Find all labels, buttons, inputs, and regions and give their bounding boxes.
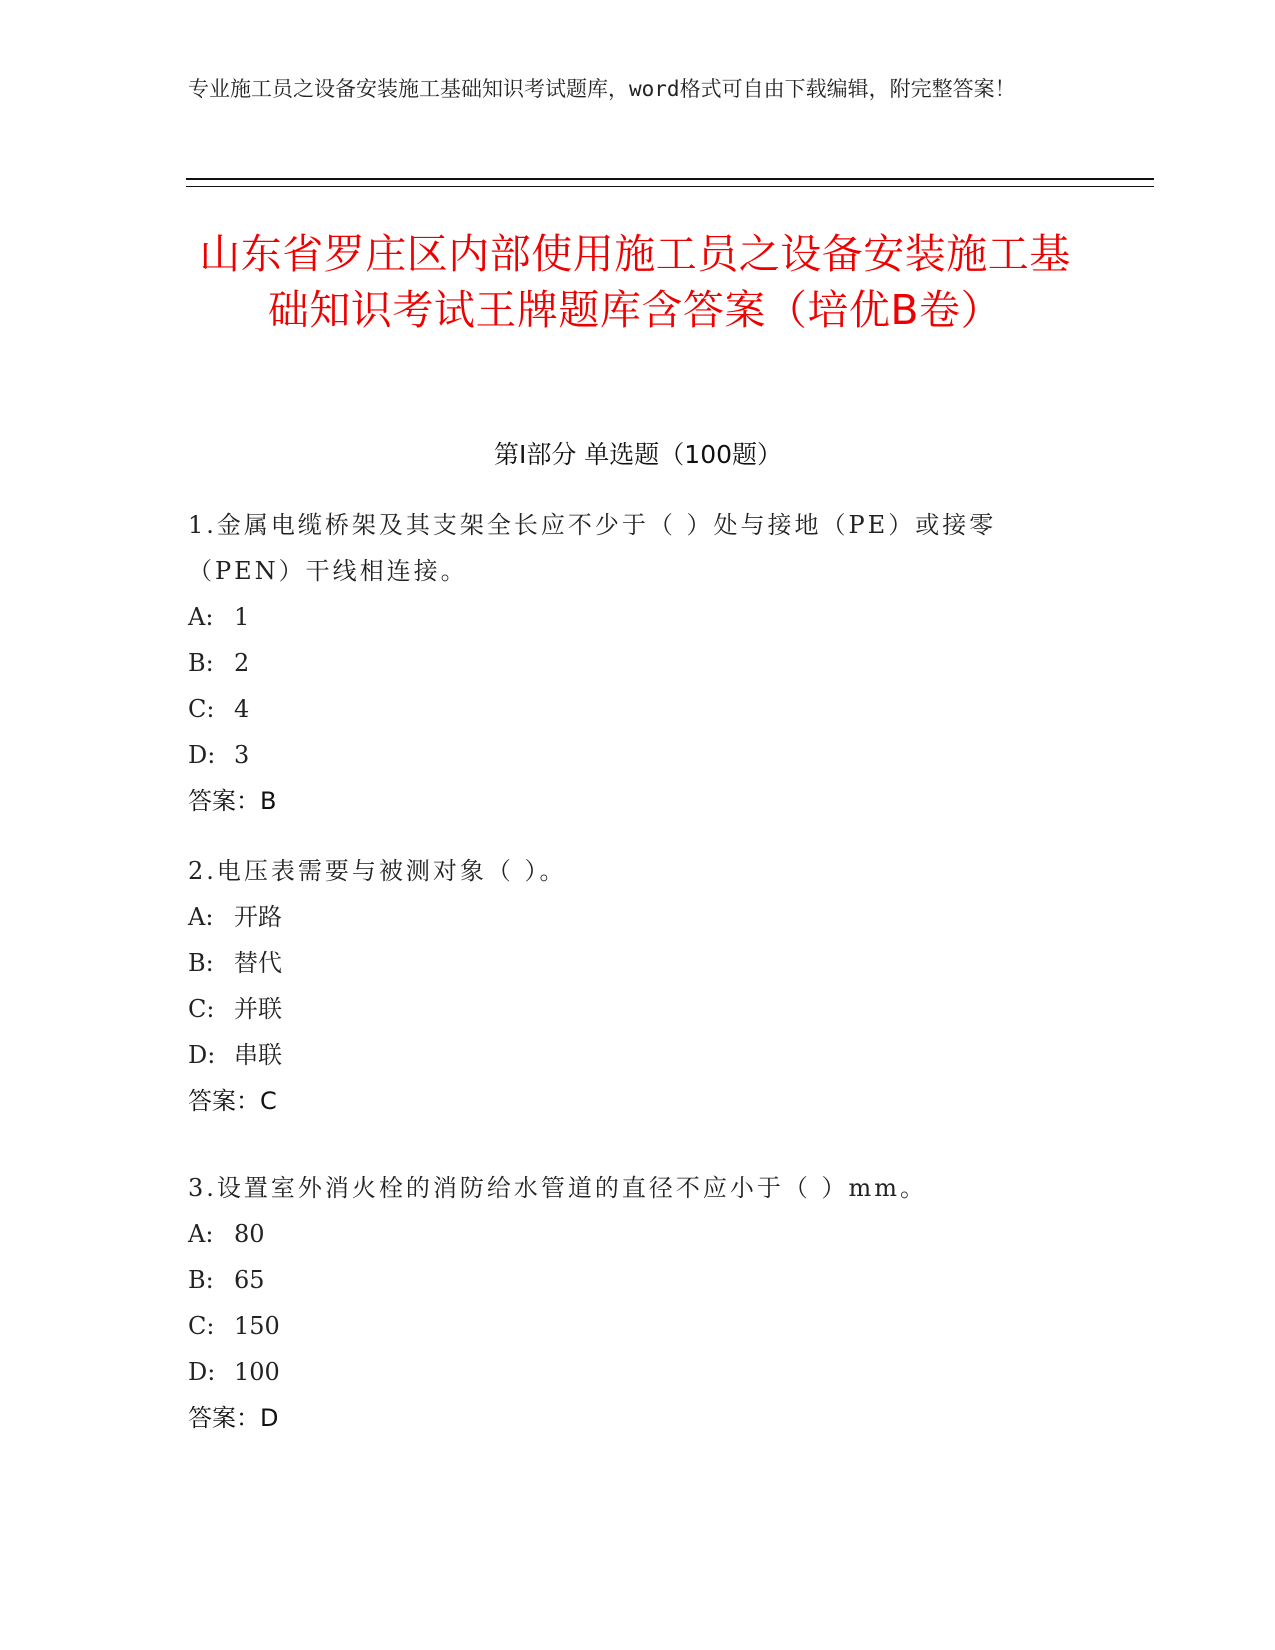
option-key: B:: [188, 1266, 214, 1294]
answer-line: 答案：D: [188, 1404, 279, 1432]
question-stem: 2.电压表需要与被测对象（ ）。: [188, 857, 567, 885]
option-a: [188, 594, 1088, 640]
option-text: 100: [234, 1358, 280, 1386]
option-text: 并联: [234, 995, 282, 1023]
question-2: [188, 848, 1088, 1124]
option-d: [188, 1349, 1088, 1395]
question-3: [188, 1165, 1088, 1441]
option-key: B:: [188, 649, 214, 677]
option-text: 3: [234, 741, 250, 769]
question-1: [188, 502, 1088, 824]
option-key: C:: [188, 1312, 215, 1340]
option-text: 替代: [234, 949, 282, 977]
answer-line: 答案：B: [188, 787, 277, 815]
option-key: D:: [188, 1041, 216, 1069]
option-c: [188, 1303, 1088, 1349]
option-text: 65: [234, 1266, 265, 1294]
option-key: A:: [188, 603, 214, 631]
question-stem: 3.设置室外消火栓的消防给水管道的直径不应小于（ ）mm。: [188, 1174, 928, 1202]
option-c: [188, 986, 1088, 1032]
option-key: C:: [188, 695, 215, 723]
option-key: A:: [188, 1220, 214, 1248]
option-d: [188, 1032, 1088, 1078]
option-text: 80: [234, 1220, 265, 1248]
header-note: 专业施工员之设备安装施工基础知识考试题库，word格式可自由下载编辑，附完整答案！: [188, 77, 1016, 101]
option-key: B:: [188, 949, 214, 977]
option-b: [188, 1257, 1088, 1303]
header-divider-thin: [186, 186, 1154, 187]
option-text: 1: [234, 603, 250, 631]
option-a: [188, 1211, 1088, 1257]
option-text: 4: [234, 695, 250, 723]
answer-line: 答案：C: [188, 1087, 277, 1115]
option-b: [188, 940, 1088, 986]
section-heading: 第I部分 单选题（100题）: [493, 440, 783, 469]
option-c: [188, 686, 1088, 732]
option-b: [188, 640, 1088, 686]
option-d: [188, 732, 1088, 778]
option-key: C:: [188, 995, 215, 1023]
option-a: [188, 894, 1088, 940]
option-text: 开路: [234, 903, 282, 931]
option-key: D:: [188, 741, 216, 769]
option-key: D:: [188, 1358, 216, 1386]
question-stem: 1.金属电缆桥架及其支架全长应不少于（ ）处与接地（PE）或接零（PEN）干线相连接。: [188, 511, 997, 585]
header-divider-thick: [186, 178, 1154, 180]
option-key: A:: [188, 903, 214, 931]
option-text: 150: [234, 1312, 280, 1340]
option-text: 2: [234, 649, 250, 677]
document-title: 山东省罗庄区内部使用施工员之设备安装施工基础知识考试王牌题库含答案（培优B卷）: [199, 230, 1071, 334]
option-text: 串联: [234, 1041, 282, 1069]
